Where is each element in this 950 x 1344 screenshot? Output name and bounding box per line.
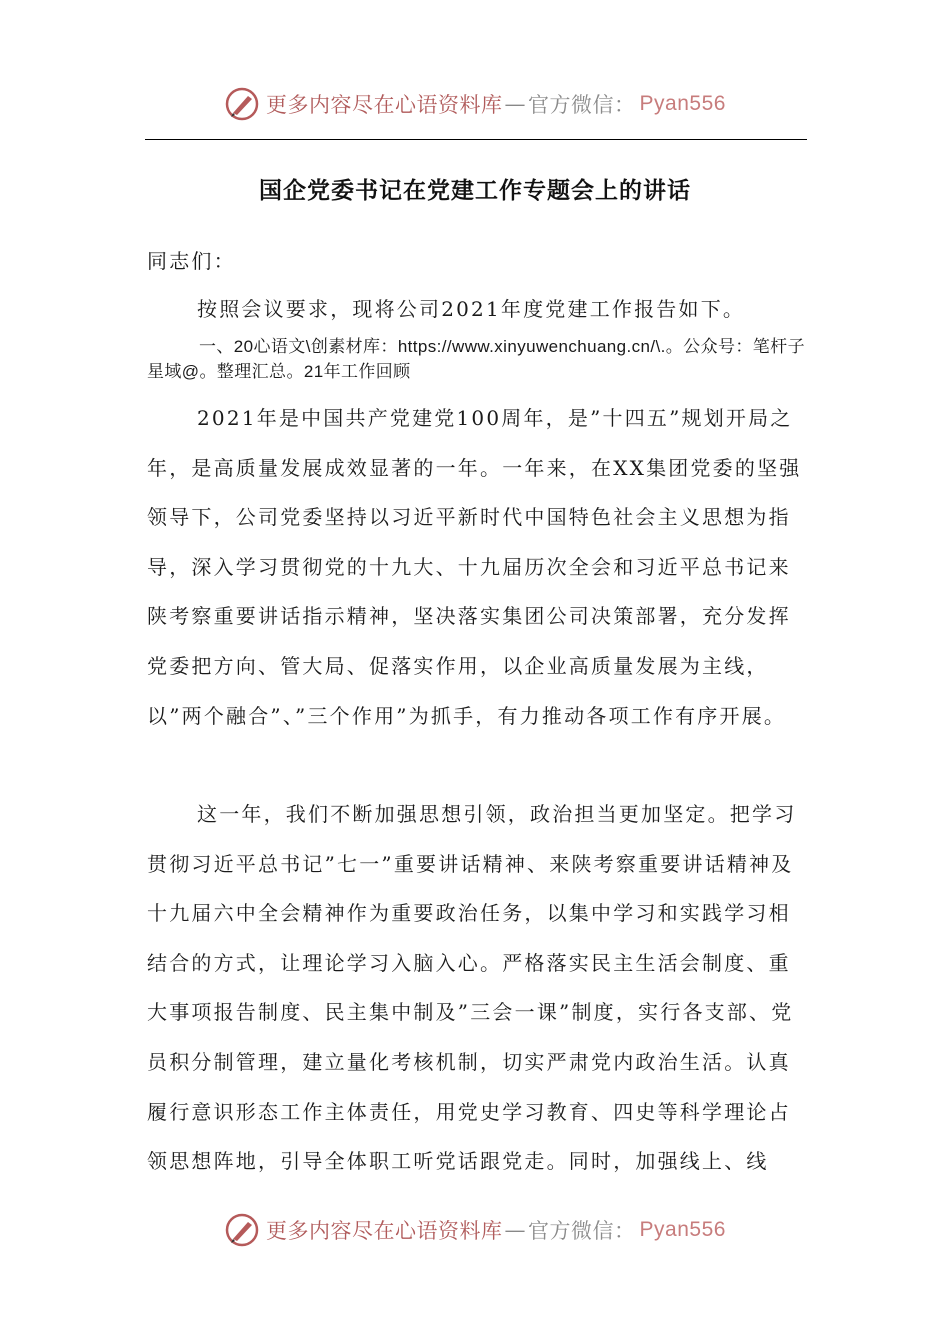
footer-banner (0, 1210, 950, 1250)
document-title: 国企党委书记在党建工作专题会上的讲话 (259, 177, 691, 204)
header-banner (0, 84, 950, 124)
pen-logo-icon (224, 1212, 260, 1248)
footer-wechat-id: Pyan556 (639, 1218, 726, 1241)
footer-wechat-label: 官方微信： (528, 1219, 636, 1243)
greeting: 同志们： (147, 249, 236, 273)
banner-dash: — (504, 92, 527, 116)
body-paragraph-1: 2021年是中国共产党建党100周年，是”十四五”规划开局之年，是高质量发展成效显著的一年。一年来，在XX集团党委的坚强领导下，公司党委坚持以习近平新时代中国特色社会主义思想为指导，深入学习贯彻党的十九大、十九届历次全会和习近平总书记来陕考察重要讲话指示精神，坚决落实集团公司决策部署，充分发挥党委把方向、管大局、促落实作用，以企业高质量发展为主线，以”两个融合”、”三个作用”为抓手，有力推动各项工作有序开展。 (147, 406, 802, 728)
footer-dash: — (504, 1218, 527, 1242)
pen-logo-icon (224, 86, 260, 122)
body-paragraph-2: 这一年，我们不断加强思想引领，政治担当更加坚定。把学习贯彻习近平总书记”七一”重要讲话精神、来陕考察重要讲话精神及十九届六中全会精神作为重要政治任务，以集中学习和实践学习相结合的方式，让理论学习入脑入心。严格落实民主生活会制度、重大事项报告制度、民主集中制及”三会一课”制度，实行各支部、党员积分制管理，建立量化考核机制，切实严肃党内政治生活。认真履行意识形态工作主体责任，用党史学习教育、四史等科学理论占领思想阵地，引导全体职工听党话跟党走。同时，加强线上、线 (147, 802, 797, 1174)
intro-paragraph: 按照会议要求，现将公司2021年度党建工作报告如下。 (197, 297, 746, 321)
banner-site-text: 更多内容尽在心语资料库 (266, 93, 503, 117)
footer-site-text: 更多内容尽在心语资料库 (266, 1219, 503, 1243)
banner-wechat-label: 官方微信： (528, 93, 636, 117)
header-divider (145, 139, 807, 140)
banner-wechat-id: Pyan556 (639, 92, 726, 115)
section-heading: 一、20心语文\创素材库：https://www.xinyuwenchuang.cn/\.。公众号：笔杆子星域@。整理汇总。21年工作回顾 (147, 337, 805, 381)
